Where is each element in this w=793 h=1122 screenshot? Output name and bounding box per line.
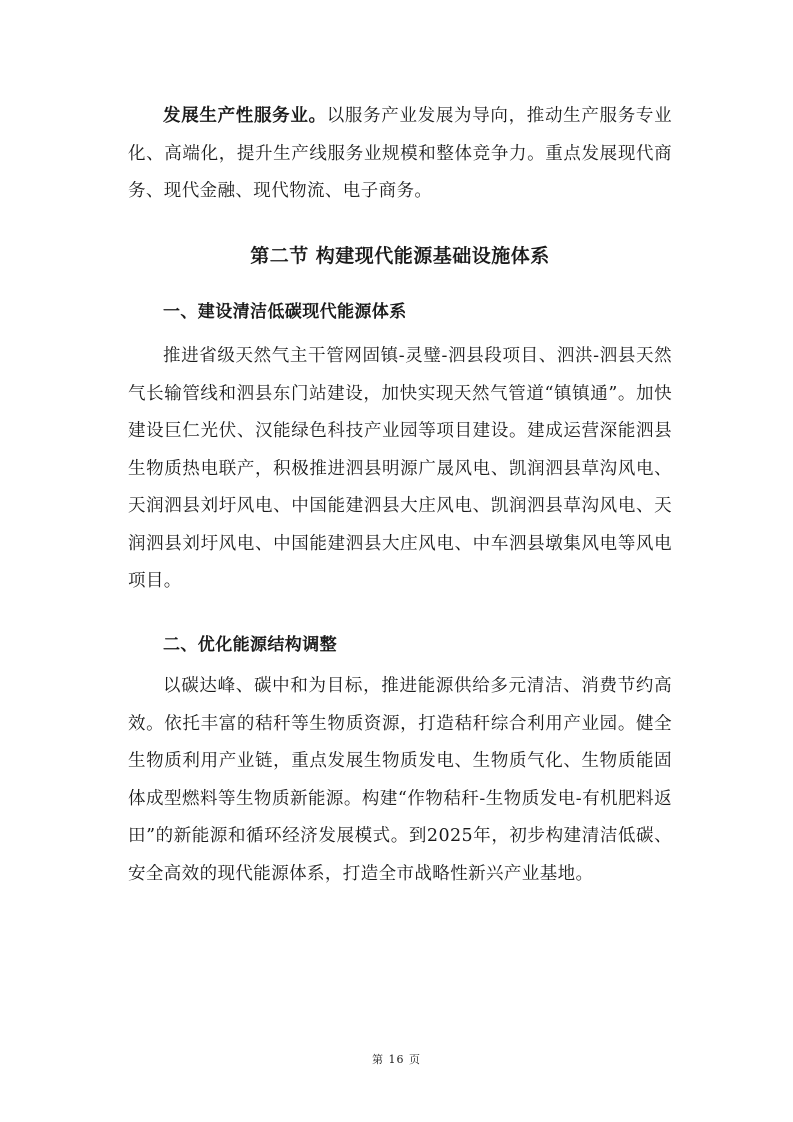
paragraph-energy-structure: 以碳达峰、碳中和为目标，推进能源供给多元清洁、消费节约高效。依托丰富的秸秆等生物质资源，打造秸秆综合利用产业园。健全生物质利用产业链，重点发展生物质发电、生物质气化、生物质能固体成型燃料等生物质新能源。构建“作物秸秆-生物质发电-有机肥料返田”的新能源和循环经济发展模式。到2025年，初步构建清洁低碳、安全高效的现代能源体系，打造全市战略性新兴产业基地。 [128, 676, 672, 884]
section-title: 第二节 构建现代能源基础设施体系 [250, 245, 550, 267]
paragraph-producer-services [128, 98, 672, 211]
paragraph-clean-energy: 推进省级天然气主干管网固镇-灵璧-泗县段项目、泗洪-泗县天然气长输管线和泗县东门站建设，加快实现天然气管道“镇镇通”。加快建设巨仁光伏、汉能绿色科技产业园等项目建设。建成运营深能泗县生物质热电联产，积极推进泗县明源广晟风电、凯润泗县草沟风电、天润泗县刘圩风电、中国能建泗县大庄风电、凯润泗县草沟风电、天润泗县刘圩风电、中国能建泗县大庄风电、中车泗县墩集风电等风电项目。 [128, 346, 672, 591]
subsection-title-energy-structure: 二、优化能源结构调整 [163, 635, 337, 655]
page-number: 第 16 页 [372, 1053, 421, 1066]
paragraph-body: 以服务产业发展为导向，推动生产服务专业化、高端化，提升生产线服务业规模和整体竞争力。重点发展现代商务、现代金融、现代物流、电子商务。 [128, 106, 672, 201]
subsection-title-clean-energy: 一、建设清洁低碳现代能源体系 [163, 302, 407, 322]
paragraph-lead: 发展生产性服务业。 [163, 106, 327, 126]
